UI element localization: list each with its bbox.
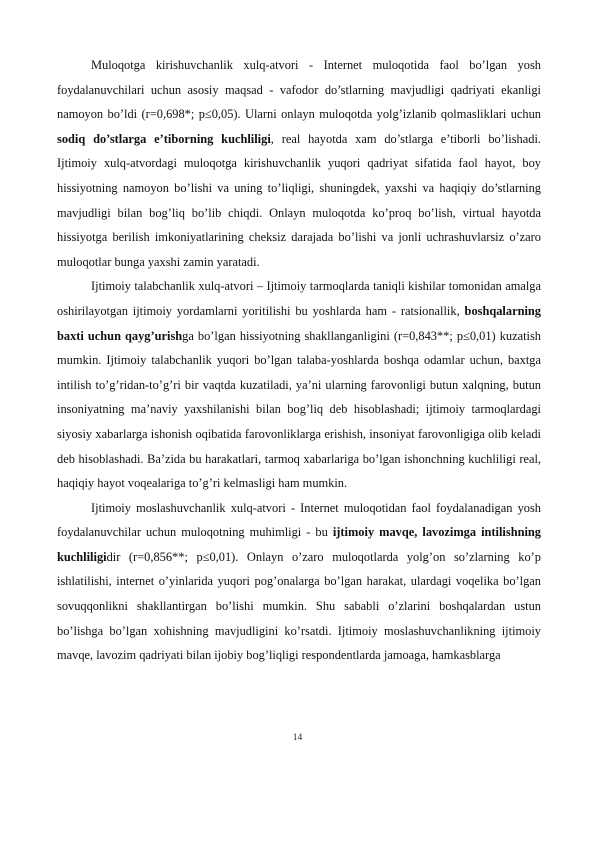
paragraph-social-adaptability: [57, 496, 541, 668]
paragraph-sociability: [57, 53, 541, 274]
page-number: 14: [292, 733, 303, 743]
paragraph-social-demand: [57, 274, 541, 495]
paragraph-text: , real hayotda xam do’stlarga e’tiborli bo’lishadi. Ijtimoiy xulq-atvordagi muloqotga kirishuvchanlik yuqori qadriyat sifatida faol hayot, boy hissiyotning namoyon bo’lishi va uning to’liqligi, shuningdek, yaxshi va haqiqiy do’stlarning mavjudligi bilan bog’liq bo’lib chiqdi. Onlayn muloqotda ko’proq bo’lish, virtual hayotda hissiyotga berilish imkoniyatlarining cheksiz darajada bo’lishi va jonli uchrashuvlarsiz o’zaro muloqotlar bunga yaxshi zamin yaratadi.: [57, 131, 541, 269]
paragraph-text: Ijtimoiy talabchanlik xulq-atvori – Ijtimoiy tarmoqlarda taniqli kishilar tomonidan amalga oshirilayotgan ijtimoiy yordamlarni yoritilishi bu yoshlarda ham - ratsionallik,: [57, 279, 541, 318]
paragraph-text: Muloqotga kirishuvchanlik xulq-atvori - Internet muloqotida faol bo’lgan yosh foydalanuvchilari uchun asosiy maqsad - vafodor do’stlarning mavjudligi qadriyati ekanligi namoyon bo’ldi (r=0,698*; p≤0,05). Ularni onlayn muloqotda yolg’izlanib qolmasliklari uchun: [57, 58, 541, 122]
paragraph-text: ga bo’lgan hissiyotning shakllanganligini (r=0,843**; p≤0,01) kuzatish mumkin. Ijtimoiy talabchanlik yuqori bo’lgan talaba-yoshlarda boshqa odamlar uchun, baxtga intilish to’g’ridan-to’g’ri bir vaqtda kuzatiladi, ya’ni ularning farovonligi butun xalqning, butun insoniyatning ma’naviy yaxshilanishi bilan bog’liq deb hisoblashadi; ijtimoiy tarmoqlardagi siyosiy xabarlarga ishonish oqibatida farovonliklarga erishish, insoniyat farovonligiga olib keladi deb hisoblashadi. Ba’zida bu harakatlari, tarmoq xabarlariga bo’lgan ishonchning kuchliligi real, haqiqiy hayot voqealariga to’g’ri kelmasligi ham mumkin.: [57, 328, 541, 491]
paragraph-text: dir (r=0,856**; p≤0,01). Onlayn o’zaro muloqotlarda yolg’on so’zlarning ko’p ishlatilishi, internet o’yinlarida yuqori pog’onalarga bo’lgan harakat, ulardagi voqelika bo’lgan sovuqqonlikni shakllantirgan bo’lishi mumkin. Shu sababli o’zlarini boshqalardan ustun bo’lishga bo’lgan xohishning mavjudligini ko’rsatdi. Ijtimoiy moslashuvchanlikning ijtimoiy mavqe, lavozim qadriyati bilan ijobiy bog’liqligi respondentlarda jamoaga, hamkasblarga: [57, 549, 541, 663]
paragraph-bold-phrase: sodiq do’stlarga e’tiborning kuchliligi: [57, 131, 271, 146]
paragraph-text: Ijtimoiy moslashuvchanlik xulq-atvori - Internet muloqotidan faol foydalanadigan yosh foydalanuvchilar uchun muloqotning muhimligi - bu: [57, 500, 541, 540]
paragraph-bold-phrase: ijtimoiy mavqe, lavozimga intilishning kuchliligi: [57, 525, 542, 564]
paragraph-bold-phrase: boshqalarning baxti uchun qayg’urish: [57, 303, 541, 343]
document-body: [57, 53, 541, 668]
